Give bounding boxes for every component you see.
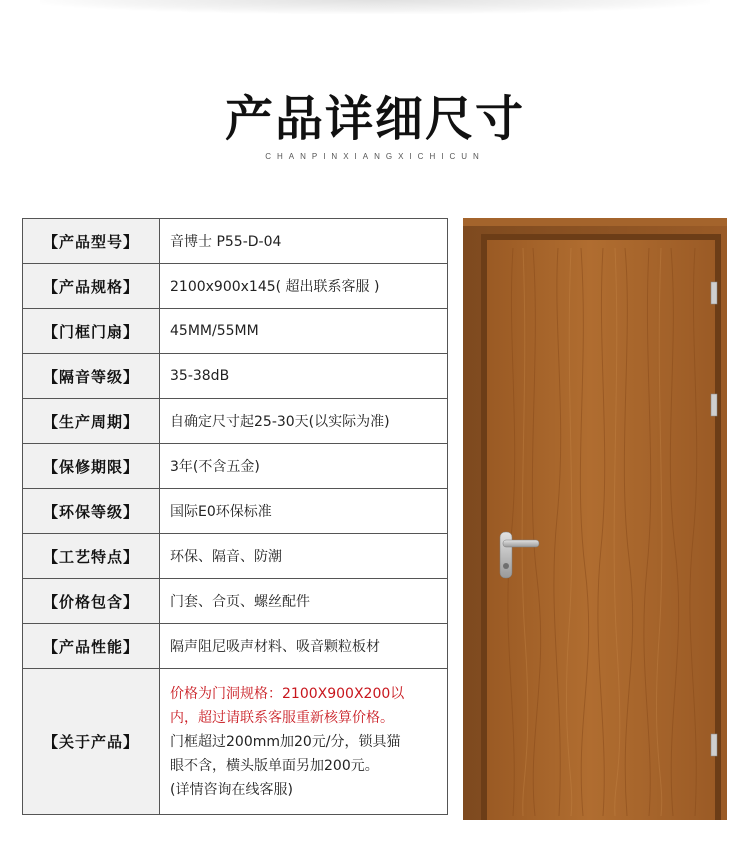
spec-key: 【隔音等级】	[23, 354, 160, 399]
spec-key: 【门框门扇】	[23, 309, 160, 354]
spec-value: 隔声阻尼吸声材料、吸音颗粒板材	[160, 624, 448, 669]
spec-value-highlight: 自确定尺寸起25-30天(以实际为准)	[160, 399, 448, 444]
spec-table	[22, 218, 448, 815]
about-line: 门框超过200mm加20元/分，锁具猫	[170, 733, 401, 750]
about-red-line: 内，超过请联系客服重新核算价格。	[170, 709, 394, 726]
spec-value: 2100x900x145( 超出联系客服 )	[160, 264, 448, 309]
handle-plate	[500, 532, 512, 578]
spec-row-model	[23, 219, 448, 264]
spec-key: 【工艺特点】	[23, 534, 160, 579]
spec-key: 【保修期限】	[23, 444, 160, 489]
page-title: 产品详细尺寸	[224, 91, 525, 147]
spec-row-performance	[23, 624, 448, 669]
spec-value: 3年(不含五金)	[160, 444, 448, 489]
spec-value: 国际E0环保标准	[160, 489, 448, 534]
spec-key: 【产品规格】	[23, 264, 160, 309]
keyhole	[503, 563, 509, 569]
door-frame-top	[463, 218, 727, 226]
about-line: (详情咨询在线客服)	[170, 781, 293, 798]
page-subtitle: CHANPINXIANGXICHICUN	[265, 152, 485, 161]
spec-row-size	[23, 264, 448, 309]
spec-row-eco	[23, 489, 448, 534]
top-shadow	[40, 0, 710, 14]
spec-key: 【产品型号】	[23, 219, 160, 264]
spec-key: 【价格包含】	[23, 579, 160, 624]
handle-lever	[503, 540, 539, 547]
door-panel	[487, 240, 715, 820]
spec-key: 【环保等级】	[23, 489, 160, 534]
spec-value: 环保、隔音、防潮	[160, 534, 448, 579]
spec-value: 35-38dB	[160, 354, 448, 399]
spec-row-craft	[23, 534, 448, 579]
door-image	[463, 218, 727, 820]
door-illustration	[463, 218, 727, 820]
about-text	[160, 669, 448, 815]
hinge-middle	[711, 394, 717, 416]
spec-row-about	[23, 669, 448, 815]
hinge-top	[711, 282, 717, 304]
spec-row-warranty	[23, 444, 448, 489]
spec-value: 门套、合页、螺丝配件	[160, 579, 448, 624]
spec-row-lead-time	[23, 399, 448, 444]
spec-value: 45MM/55MM	[160, 309, 448, 354]
spec-key: 【生产周期】	[23, 399, 160, 444]
spec-row-sound	[23, 354, 448, 399]
about-red-line: 价格为门洞规格：2100X900X200以	[170, 685, 405, 702]
spec-key: 【关于产品】	[23, 669, 160, 815]
spec-value: 音博士 P55-D-04	[160, 219, 448, 264]
spec-key: 【产品性能】	[23, 624, 160, 669]
spec-row-included	[23, 579, 448, 624]
hinge-bottom	[711, 734, 717, 756]
about-line: 眼不含，横头版单面另加200元。	[170, 757, 379, 774]
spec-row-frame	[23, 309, 448, 354]
